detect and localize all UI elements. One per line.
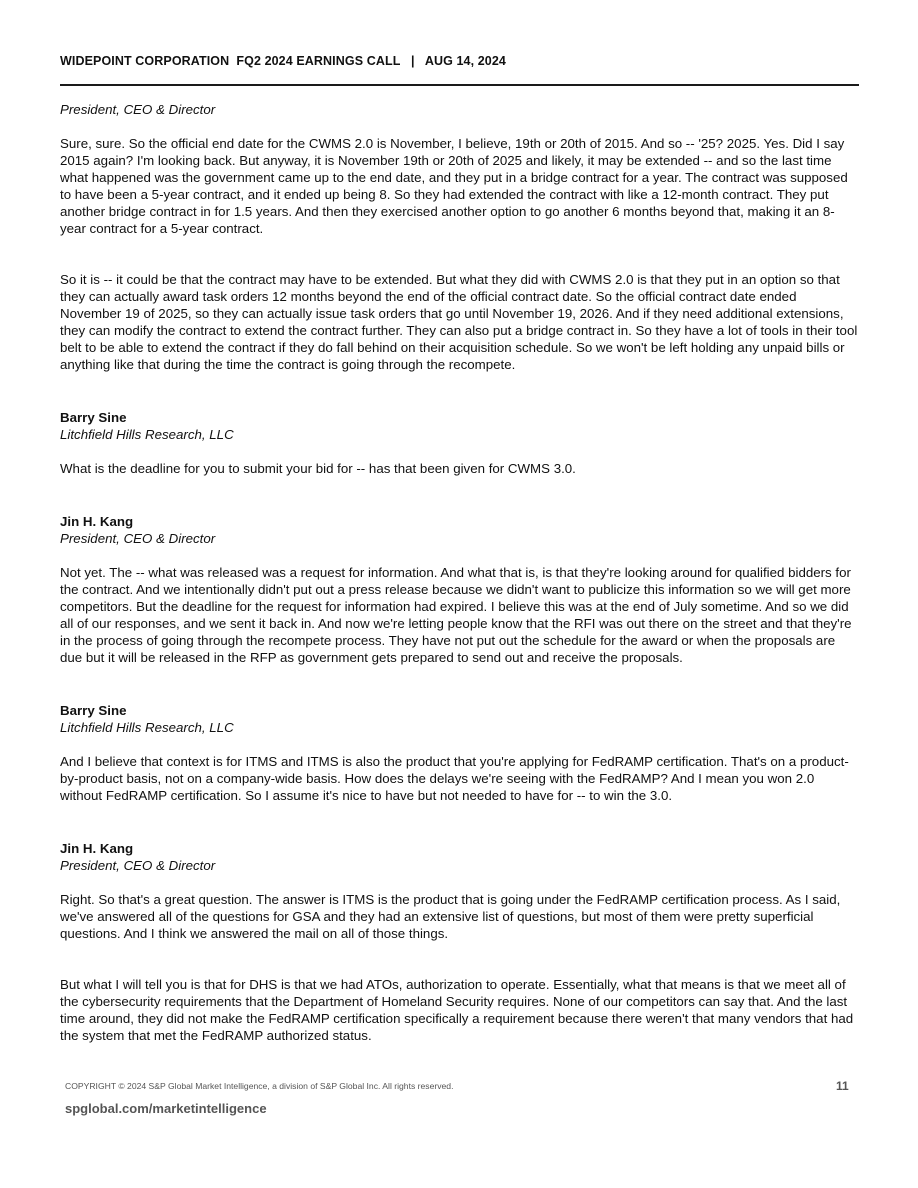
- speaker-name: Jin H. Kang: [60, 841, 134, 856]
- header-event: FQ2 2024 EARNINGS CALL: [236, 54, 401, 68]
- header-separator: |: [410, 54, 415, 68]
- footer-copyright: COPYRIGHT © 2024 S&P Global Market Intelligence, a division of S&P Global Inc. All rights reserved.: [65, 1081, 454, 1091]
- transcript-paragraph: But what I will tell you is that for DHS is that we had ATOs, authorization to operate. Essentially, what that means is that we meet all of the cybersecurity requirements that the Department of Homeland Security requires. None of our competitors can say that. And the last time around, they did not make the FedRAMP certification specifically a requirement because there weren't that many vendors that had the system that met the FedRAMP authorized status.: [60, 977, 854, 1043]
- speaker-title: Litchfield Hills Research, LLC: [60, 720, 234, 735]
- footer-website: spglobal.com/marketintelligence: [65, 1101, 267, 1116]
- speaker-title: President, CEO & Director: [60, 102, 216, 117]
- speaker-name: Jin H. Kang: [60, 514, 134, 529]
- transcript-paragraph: So it is -- it could be that the contract may have to be extended. But what they did with CWMS 2.0 is that they put in an option so that they can actually award task orders 12 months beyond the end of the official contract date. So the official contract date ended November 19 of 2025, so they can actually issue task orders that go until November 19, 2026. And if they need additional extensions, they can modify the contract to extend the contract further. They can also put a bridge contract in. So they have a lot of tools in their tool belt to be able to extend the contract if they do fall behind on their acquisition schedule. So we won't be left holding any unpaid bills or anything like that during the time the contract is going through the recompete.: [60, 272, 858, 372]
- speaker-title: President, CEO & Director: [60, 531, 216, 546]
- header-company: WIDEPOINT CORPORATION: [60, 54, 230, 68]
- speaker-block-continued: [60, 101, 860, 373]
- transcript-paragraph: Right. So that's a great question. The answer is ITMS is the product that is going under the FedRAMP certification process. As I said, we've answered all of the questions for GSA and they had an extensive list of questions, but most of them were pretty superficial questions. And I think we answered the mail on all of those things.: [60, 892, 841, 941]
- page-header: [60, 54, 858, 68]
- speaker-name: Barry Sine: [60, 703, 127, 718]
- transcript-paragraph: Sure, sure. So the official end date for the CWMS 2.0 is November, I believe, 19th or 20th of 2015. And so -- '25? 2025. Yes. Did I say 2015 again? I'm looking back. But anyway, it is November 19th or 20th of 2025 and likely, it may be extended -- and so the last time what happened was the government came up to the end date, and they put in a bridge contract for a year. The contract was supposed to have been a 5-year contract, and it ended up being 8. So they had extended the contract with like a 12-month contract. They put another bridge contract in for 1.5 years. And then they exercised another option to go another 6 months beyond that, making it an 8-year contract for a 5-year contract.: [60, 136, 848, 236]
- transcript-paragraph: What is the deadline for you to submit your bid for -- has that been given for CWMS 3.0.: [60, 461, 576, 476]
- speaker-block: [60, 702, 860, 804]
- header-rule: [60, 84, 859, 86]
- speaker-name: Barry Sine: [60, 410, 127, 425]
- page-number: 11: [836, 1079, 849, 1093]
- speaker-block: [60, 513, 860, 666]
- speaker-title: Litchfield Hills Research, LLC: [60, 427, 234, 442]
- transcript-paragraph: Not yet. The -- what was released was a request for information. And what that is, is that they're looking around for qualified bidders for the contract. And we intentionally didn't put out a press release because we didn't want to publicize this information so we will get more competitors. But the deadline for the request for information had expired. I believe this was at the end of July sometime. And so we did all of our responses, and we sent it back in. And now we're letting people know that the RFI was out there on the street and that they're in the process of going through the recompete process. They have not put out the schedule for the award or when the proposals are due but it will be released in the RFP as government gets prepared to send out and receive the proposals.: [60, 565, 852, 665]
- speaker-block: [60, 409, 860, 477]
- transcript-paragraph: And I believe that context is for ITMS and ITMS is also the product that you're applying for FedRAMP certification. That's on a product-by-product basis, not on a company-wide basis. How does the delays we're seeing with the FedRAMP? And I mean you won 2.0 without FedRAMP certification. So I assume it's nice to have but not needed to have for -- to win the 3.0.: [60, 754, 849, 803]
- speaker-block: [60, 840, 860, 1044]
- speaker-title: President, CEO & Director: [60, 858, 216, 873]
- transcript-body: [60, 101, 860, 1057]
- header-date: AUG 14, 2024: [424, 54, 506, 68]
